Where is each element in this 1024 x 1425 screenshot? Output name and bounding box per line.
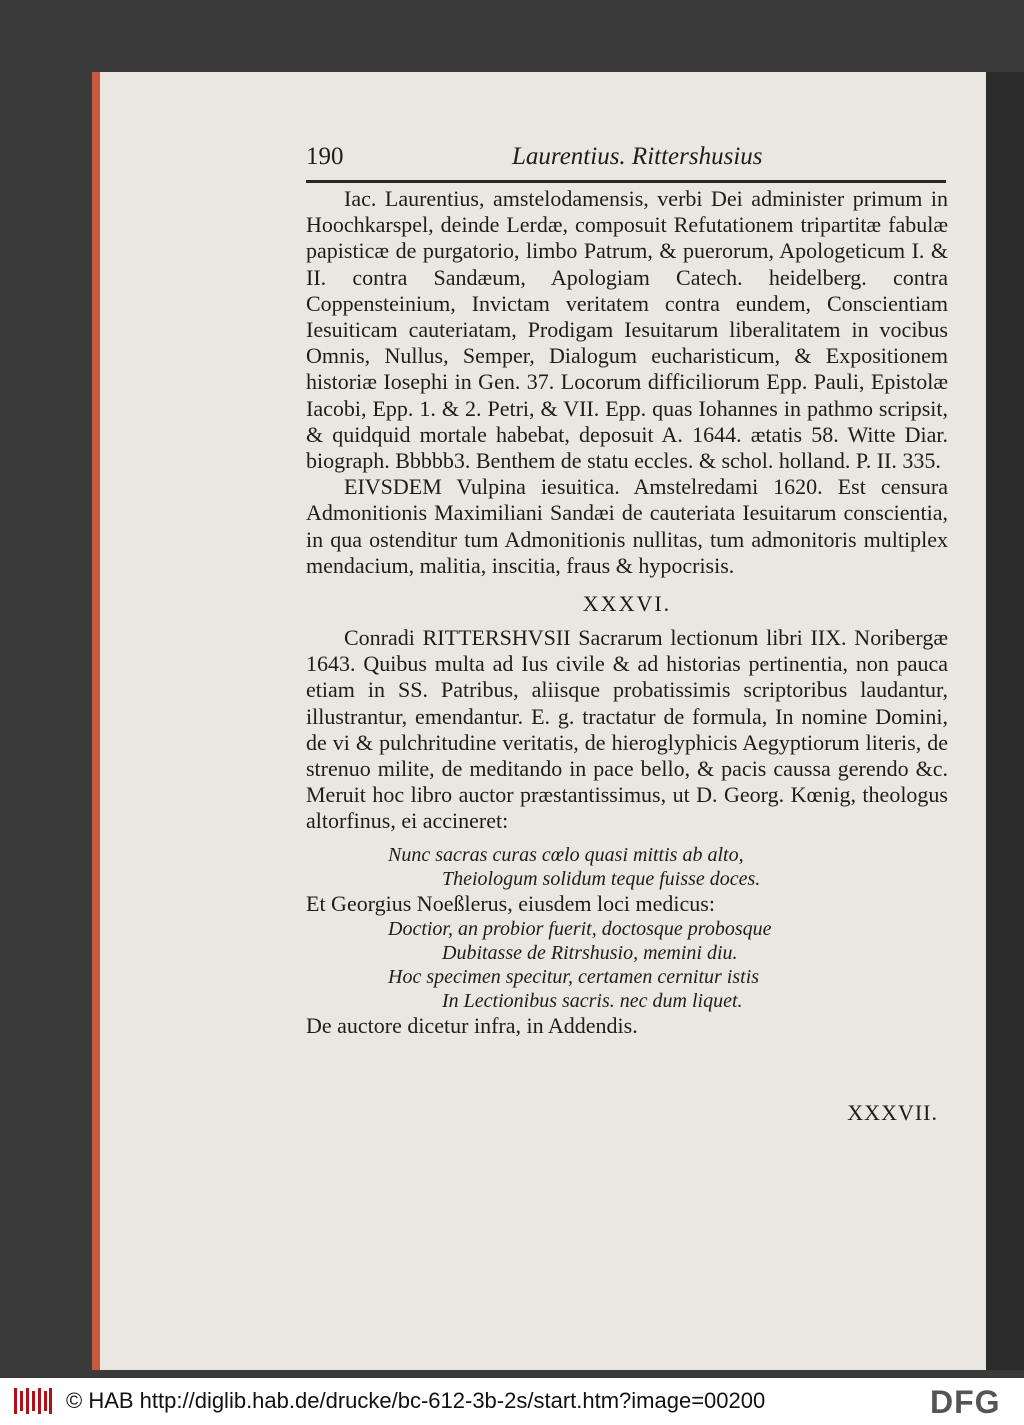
running-title: Laurentius. Rittershusius (512, 143, 763, 170)
verse-line: In Lectionibus sacris. nec dum liquet. (442, 989, 743, 1012)
header-rule (306, 180, 946, 183)
page-number: 190 (306, 143, 344, 170)
closing-line: De auctore dicetur infra, in Addendis. (306, 1012, 638, 1038)
verse-line: Hoc specimen specitur, certamen cernitur istis (388, 965, 760, 988)
page-header (306, 143, 946, 177)
binding-shadow (986, 72, 1024, 1370)
verse-intro: Et Georgius Noeßlerus, eiusdem loci medicus: (306, 890, 715, 916)
source-url-link[interactable]: © HAB http://diglib.hab.de/drucke/bc-612-3b-2s/start.htm?image=00200 (66, 1388, 766, 1413)
verse-line: Dubitasse de Ritrshusio, memini diu. (442, 941, 738, 964)
dfg-logo: DFG (930, 1384, 1001, 1420)
verse-line: Theiologum solidum teque fuisse doces. (442, 867, 761, 890)
footer-bar (0, 1378, 1024, 1425)
page-edge (92, 72, 100, 1370)
paragraph: EIVSDEM Vulpina iesuitica. Amstelredami 1620. Est censura Admonitionis Maximiliani Sandæi de cauteriata Iesuitarum conscientia, in qua ostenditur tum Admonitionis nullitas, tum admonitoris multiplex mendacium, malitia, inscitia, fraus & hypocrisis. (306, 474, 948, 578)
verse-line: Doctior, an probior fuerit, doctosque probosque (388, 917, 772, 940)
section-number: XXXVI. (582, 591, 672, 617)
paragraph: Iac. Laurentius, amstelodamensis, verbi Dei administer primum in Hoochkarspel, deinde Lerdæ, composuit Refutationem tripartitæ fabulæ papisticæ de purgatorio, limbo Patrum, & puerorum, Apologeticum I. & II. contra Sandæum, Apologiam Catech. heidelberg. contra Coppensteinium, Invictam veritatem contra eundem, Conscientiam Iesuiticam cauteriatam, Prodigam Iesuitarum liberalitatem in vocibus Omnis, Nullus, Semper, Dialogum eucharisticum, & Expositionem historiæ Iosephi in Gen. 37. Locorum difficiliorum Epp. Pauli, Epistolæ Iacobi, Epp. 1. & 2. Petri, & VII. Epp. quas Iohannes in pathmo scripsit, & quidquid mortale habebat, deposuit A. 1644. ætatis 58. Witte Diar. biograph. Bbbbb3. Benthem de statu eccles. & schol. holland. P. II. 335. (306, 186, 948, 474)
hab-logo-icon (14, 1388, 52, 1414)
section-paragraph: Conradi RITTERSHVSII Sacrarum lectionum libri IIX. Noribergæ 1643. Quibus multa ad Ius civile & ad historias pertinentia, non pauca etiam in SS. Patribus, aliisque probatissimis scriptoribus laudantur, illustrantur, emendantur. E. g. tractatur de formula, In nomine Domini, de vi & pulchritudine veritatis, de hieroglyphicis Aegyptiorum literis, de strenuo milite, de meditando in pace bello, & pacis caussa gerendo &c. Meruit hoc libro auctor præstantissimus, ut D. Georg. Kœnig, theologus altorfinus, ei accineret: (306, 625, 948, 834)
verse-line: Nunc sacras curas cœlo quasi mittis ab alto, (388, 843, 744, 866)
page-body (306, 186, 948, 1039)
next-section-catchword: XXXVII. (847, 1100, 938, 1125)
